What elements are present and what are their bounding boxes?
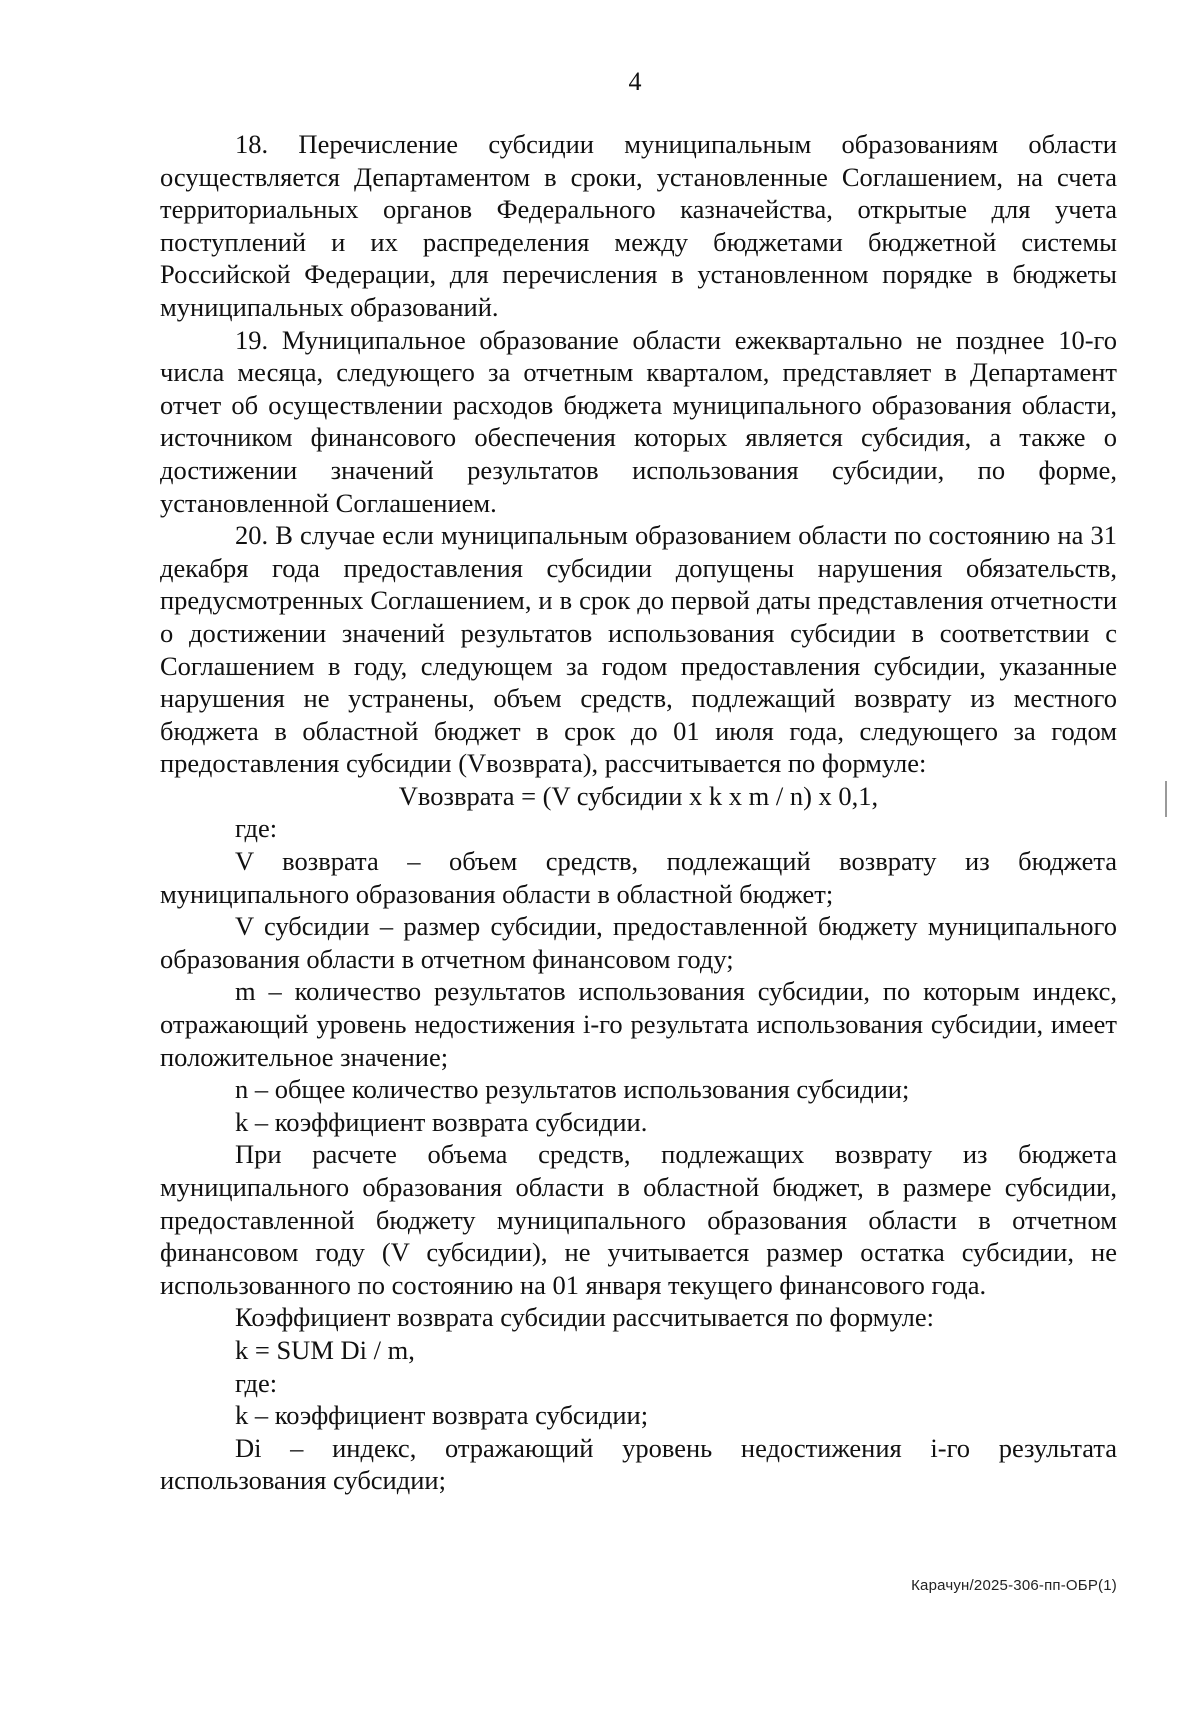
- paragraph-20: 20. В случае если муниципальным образованием области по состоянию на 31 декабря года предоставления субсидии допущены нарушения обязательств, предусмотренных Соглашением, и в срок до первой даты представления отчетности о достижении значений результатов использования субсидии в соответствии с Соглашением в году, следующем за годом предоставления субсидии, указанные нарушения не устранены, объем средств, подлежащий возврату из местного бюджета в областной бюджет в срок до 01 июля года, следующего за годом предоставления субсидии (Vвозврата), рассчитывается по формуле:: [160, 520, 1117, 779]
- paragraph-19: 19. Муниципальное образование области ежеквартально не позднее 10-го числа месяца, следующего за отчетным кварталом, представляет в Департамент отчет об осуществлении расходов бюджета муниципального образования области, источником финансового обеспечения которых является субсидия, а также о достижении значений результатов использования субсидии, по форме, установленной Соглашением.: [160, 324, 1117, 518]
- document-body: [160, 128, 1117, 1497]
- definition-di: Di – индекс, отражающий уровень недостижения i-го результата использования субсидии;: [160, 1432, 1117, 1496]
- definition-v-return: V возврата – объем средств, подлежащий возврату из бюджета муниципального образования области в областной бюджет;: [160, 846, 1117, 909]
- definition-k: k – коэффициент возврата субсидии.: [235, 1106, 648, 1137]
- footer-document-code: Карачун/2025-306-пп-ОБР(1): [911, 1577, 1117, 1594]
- definition-m: m – количество результатов использования субсидии, по которым индекс, отражающий уровень недостижения i-го результата использования субсидии, имеет положительное значение;: [160, 976, 1117, 1072]
- formula-k: k = SUM Di / m,: [235, 1334, 415, 1365]
- paragraph-calculation-note: При расчете объема средств, подлежащих возврату из бюджета муниципального образования области в областной бюджет, в размере субсидии, предоставленной бюджету муниципального образования области в отчетном финансовом году (V субсидии), не учитывается размер остатка субсидии, не использованного по состоянию на 01 января текущего финансового года.: [160, 1139, 1117, 1300]
- where-label-2: где:: [235, 1367, 278, 1398]
- paragraph-18: 18. Перечисление субсидии муниципальным образованиям области осуществляется Департаментом в сроки, установленные Соглашением, на счета территориальных органов Федерального казначейства, открытые для учета поступлений и их распределения между бюджетами бюджетной системы Российской Федерации, для перечисления в установленном порядке в бюджеты муниципальных образований.: [160, 129, 1117, 322]
- scan-mark: [1165, 781, 1167, 817]
- page-number: 4: [628, 67, 642, 96]
- definition-v-subsidy: V субсидии – размер субсидии, предоставленной бюджету муниципального образования области в отчетном финансовом году;: [160, 911, 1117, 974]
- where-label: где:: [235, 813, 278, 844]
- definition-n: n – общее количество результатов использования субсидии;: [235, 1074, 910, 1105]
- formula-v-return: Vвозврата = (V субсидии x k x m / n) x 0,1,: [398, 780, 879, 811]
- coefficient-intro: Коэффициент возврата субсидии рассчитывается по формуле:: [235, 1302, 935, 1333]
- definition-k-2: k – коэффициент возврата субсидии;: [235, 1400, 649, 1431]
